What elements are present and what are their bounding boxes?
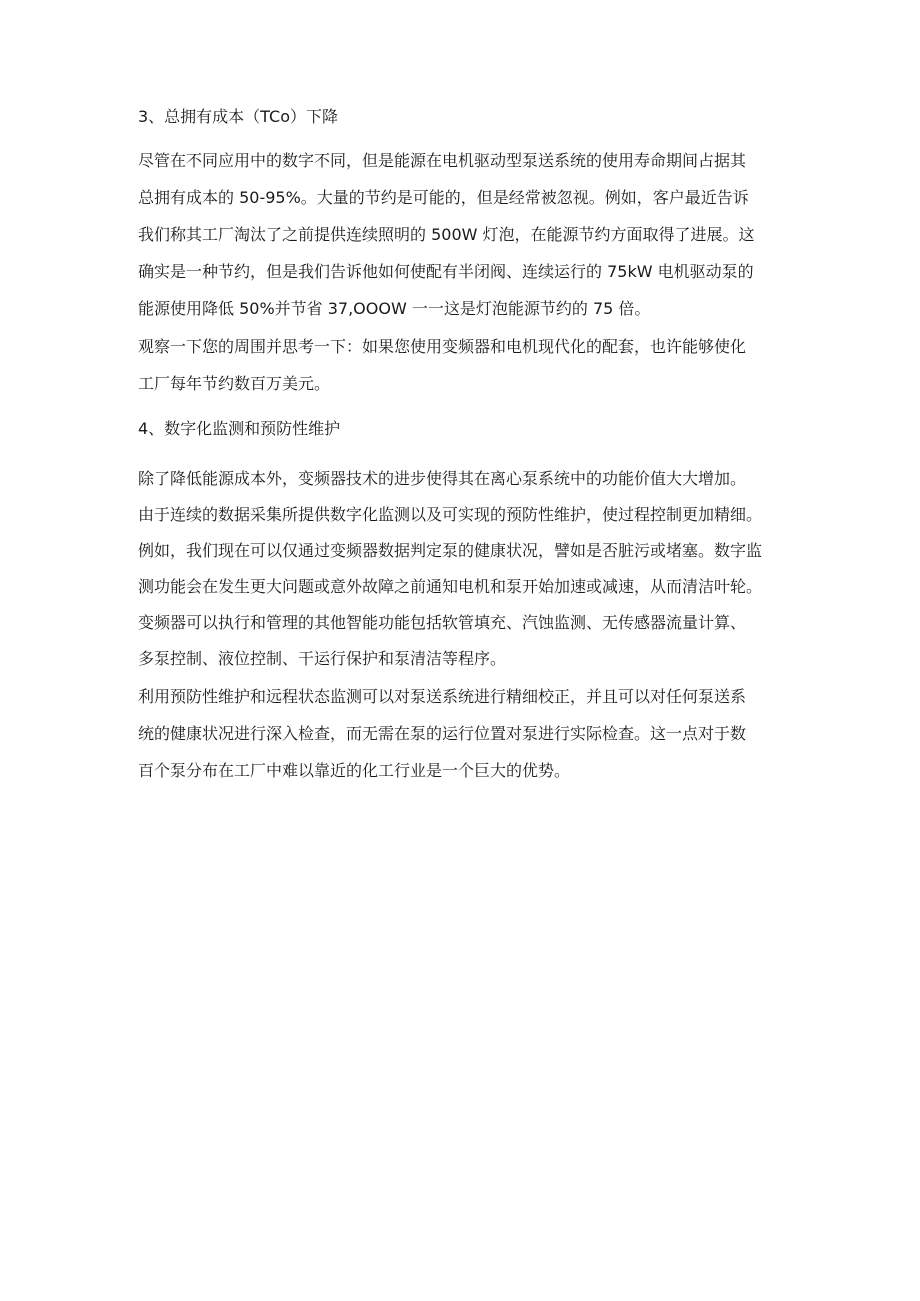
section-4-heading: 4、数字化监测和预防性维护	[138, 419, 341, 438]
section-3-paragraph-1-line-3: 我们称其工厂淘汰了之前提供连续照明的 500W 灯泡，在能源节约方面取得了进展。这	[138, 225, 755, 244]
section-3-paragraph-1-line-2: 总拥有成本的 50-95%。大量的节约是可能的，但是经常被忽视。例如，客户最近告诉	[138, 188, 749, 207]
section-3-heading: 3、总拥有成本（TCo）下降	[138, 107, 338, 126]
section-4-paragraph-1-line-1: 除了降低能源成本外，变频器技术的进步使得其在离心泵系统中的功能价值大大增加。	[138, 469, 747, 488]
section-3-paragraph-2-line-1: 观察一下您的周围并思考一下：如果您使用变频器和电机现代化的配套，也许能够使化	[138, 337, 747, 356]
section-4-paragraph-1-line-3: 例如，我们现在可以仅通过变频器数据判定泵的健康状况，譬如是否脏污或堵塞。数字监	[138, 541, 763, 560]
section-3-paragraph-2-line-2: 工厂每年节约数百万美元。	[138, 374, 331, 393]
section-4-paragraph-2-line-2: 统的健康状况进行深入检查，而无需在泵的运行位置对泵进行实际检查。这一点对于数	[138, 724, 747, 743]
section-4-paragraph-2-line-3: 百个泵分布在工厂中难以靠近的化工行业是一个巨大的优势。	[138, 761, 571, 780]
section-4-paragraph-1-line-6: 多泵控制、液位控制、干运行保护和泵清洁等程序。	[138, 649, 507, 668]
section-4-paragraph-1-line-2: 由于连续的数据采集所提供数字化监测以及可实现的预防性维护，使过程控制更加精细。	[138, 505, 763, 524]
section-3-paragraph-1-line-5: 能源使用降低 50%并节省 37,OOOW 一一这是灯泡能源节约的 75 倍。	[138, 299, 651, 318]
section-3-paragraph-1-line-4: 确实是一种节约，但是我们告诉他如何使配有半闭阀、连续运行的 75kW 电机驱动泵的	[138, 262, 754, 281]
section-4-paragraph-2-line-1: 利用预防性维护和远程状态监测可以对泵送系统进行精细校正，并且可以对任何泵送系	[138, 687, 747, 706]
section-4-paragraph-1-line-4: 测功能会在发生更大问题或意外故障之前通知电机和泵开始加速或减速，从而清洁叶轮。	[138, 577, 763, 596]
section-3-paragraph-1-line-1: 尽管在不同应用中的数字不同，但是能源在电机驱动型泵送系统的使用寿命期间占据其	[138, 151, 747, 170]
section-4-paragraph-1-line-5: 变频器可以执行和管理的其他智能功能包括软管填充、汽蚀监测、无传感器流量计算、	[138, 613, 747, 632]
